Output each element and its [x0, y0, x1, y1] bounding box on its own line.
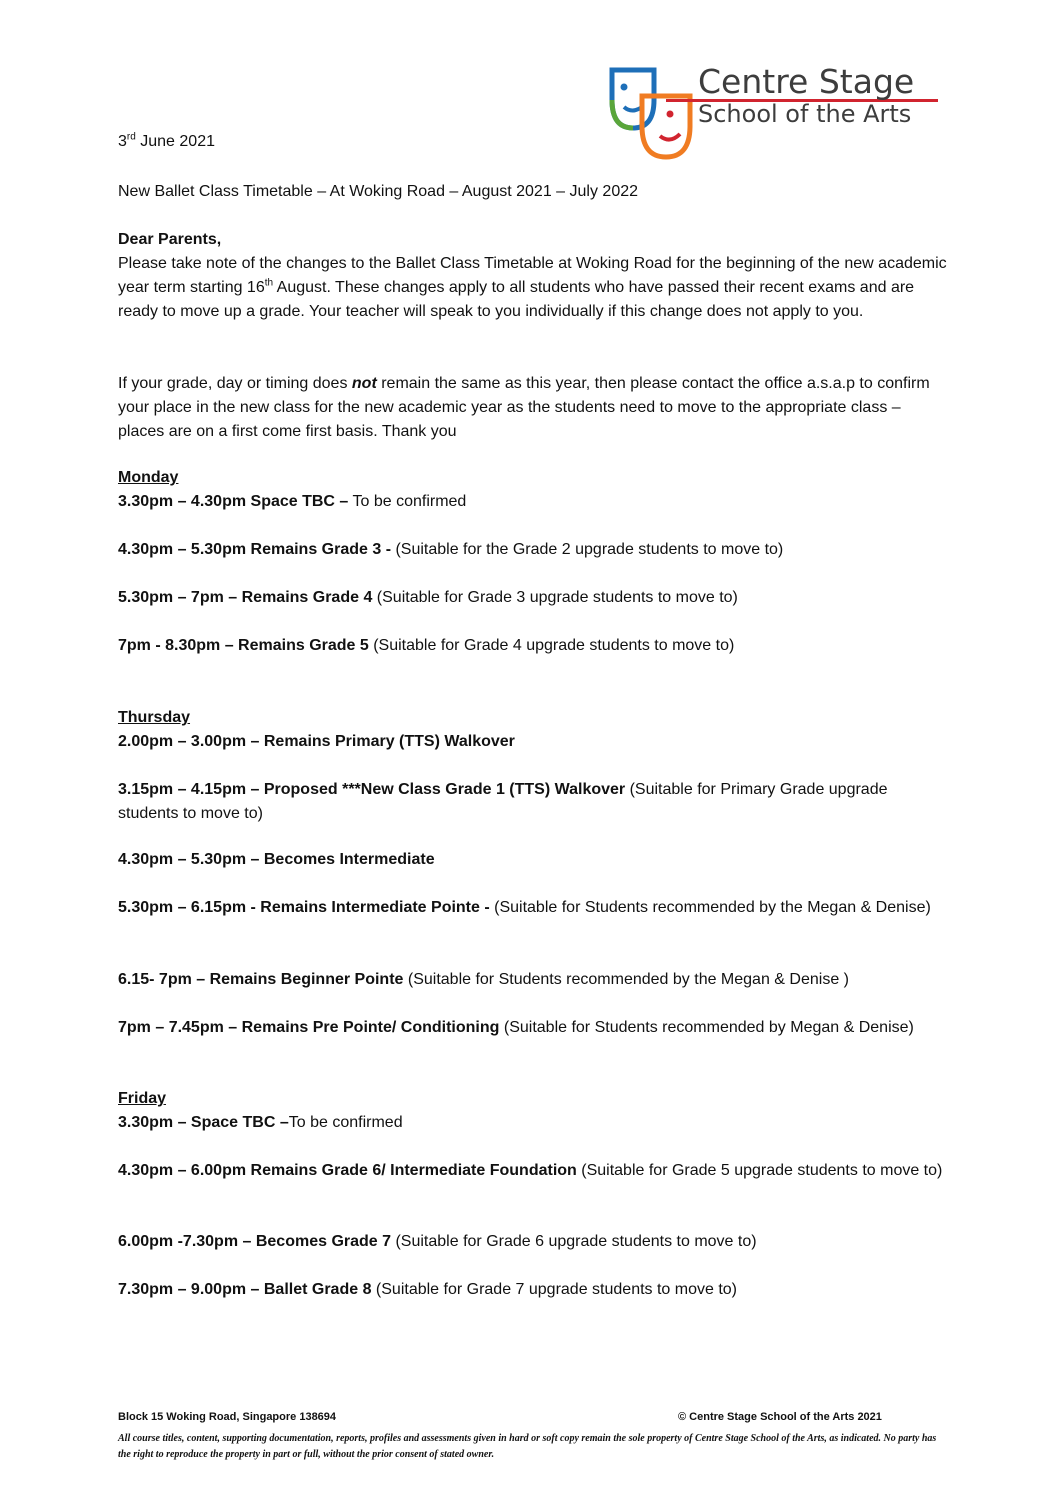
thursday-heading: Thursday — [118, 709, 191, 726]
logo-subtitle: School of the Arts — [698, 100, 912, 128]
schedule-entry: 3.15pm – 4.15pm – Proposed ***New Class Grade 1 (TTS) Walkover (Suitable for Primary Grade upgrade students to move to) — [118, 781, 888, 822]
schedule-entry: 2.00pm – 3.00pm – Remains Primary (TTS) Walkover — [118, 733, 515, 750]
logo-title: Centre Stage — [698, 62, 915, 101]
schedule-entry: 5.30pm – 6.15pm - Remains Intermediate Pointe - (Suitable for Students recommended by the Megan & Denise) — [118, 899, 931, 916]
schedule-entry: 4.30pm – 5.30pm – Becomes Intermediate — [118, 851, 435, 868]
schedule-entry: 7pm - 8.30pm – Remains Grade 5 (Suitable for Grade 4 upgrade students to move to) — [118, 637, 735, 654]
schedule-entry: 4.30pm – 6.00pm Remains Grade 6/ Intermediate Foundation (Suitable for Grade 5 upgrade students to move to) — [118, 1162, 943, 1179]
footer-address: Block 15 Woking Road, Singapore 138694 — [118, 1411, 337, 1423]
schedule-entry: 3.30pm – Space TBC –To be confirmed — [118, 1114, 403, 1131]
schedule-entry: 6.15- 7pm – Remains Beginner Pointe (Suitable for Students recommended by the Megan & Denise ) — [118, 971, 849, 988]
schedule-entry: 3.30pm – 4.30pm Space TBC – To be confirmed — [118, 493, 467, 510]
footer-disclaimer: All course titles, content, supporting documentation, reports, profiles and assessments given in hard or soft copy remain the sole property of Centre Stage School of the Arts, as indicated. No party has the right to reproduce the property in part or full, without the prior consent of stated owner. — [118, 1433, 937, 1460]
friday-heading: Friday — [118, 1090, 167, 1107]
salutation: Dear Parents, — [118, 231, 222, 248]
schedule-entry: 6.00pm -7.30pm – Becomes Grade 7 (Suitable for Grade 6 upgrade students to move to) — [118, 1233, 757, 1250]
footer-copyright: © Centre Stage School of the Arts 2021 — [678, 1411, 882, 1423]
monday-heading: Monday — [118, 469, 179, 486]
contact-paragraph: If your grade, day or timing does not remain the same as this year, then please contact the office a.s.a.p to confirm your place in the new class for the new academic year as the students need to move to the appropriate class – places are on a first come first basis. Thank you — [118, 375, 930, 440]
letter-heading: New Ballet Class Timetable – At Woking Road – August 2021 – July 2022 — [118, 183, 639, 200]
schedule-entry: 5.30pm – 7pm – Remains Grade 4 (Suitable for Grade 3 upgrade students to move to) — [118, 589, 738, 606]
intro-paragraph: Please take note of the changes to the Ballet Class Timetable at Woking Road for the beginning of the new academic year term starting 16th August. These changes apply to all students who have passed their recent exams and are ready to move up a grade. Your teacher will speak to you individually if this change does not apply to you. — [118, 255, 947, 320]
schedule-entry: 7.30pm – 9.00pm – Ballet Grade 8 (Suitable for Grade 7 upgrade students to move to) — [118, 1281, 738, 1298]
letter-date: 3rd June 2021 — [118, 131, 215, 150]
schedule-entry: 4.30pm – 5.30pm Remains Grade 3 - (Suitable for the Grade 2 upgrade students to move to) — [118, 541, 784, 558]
schedule-entry: 7pm – 7.45pm – Remains Pre Pointe/ Conditioning (Suitable for Students recommended by Megan & Denise) — [118, 1019, 914, 1036]
